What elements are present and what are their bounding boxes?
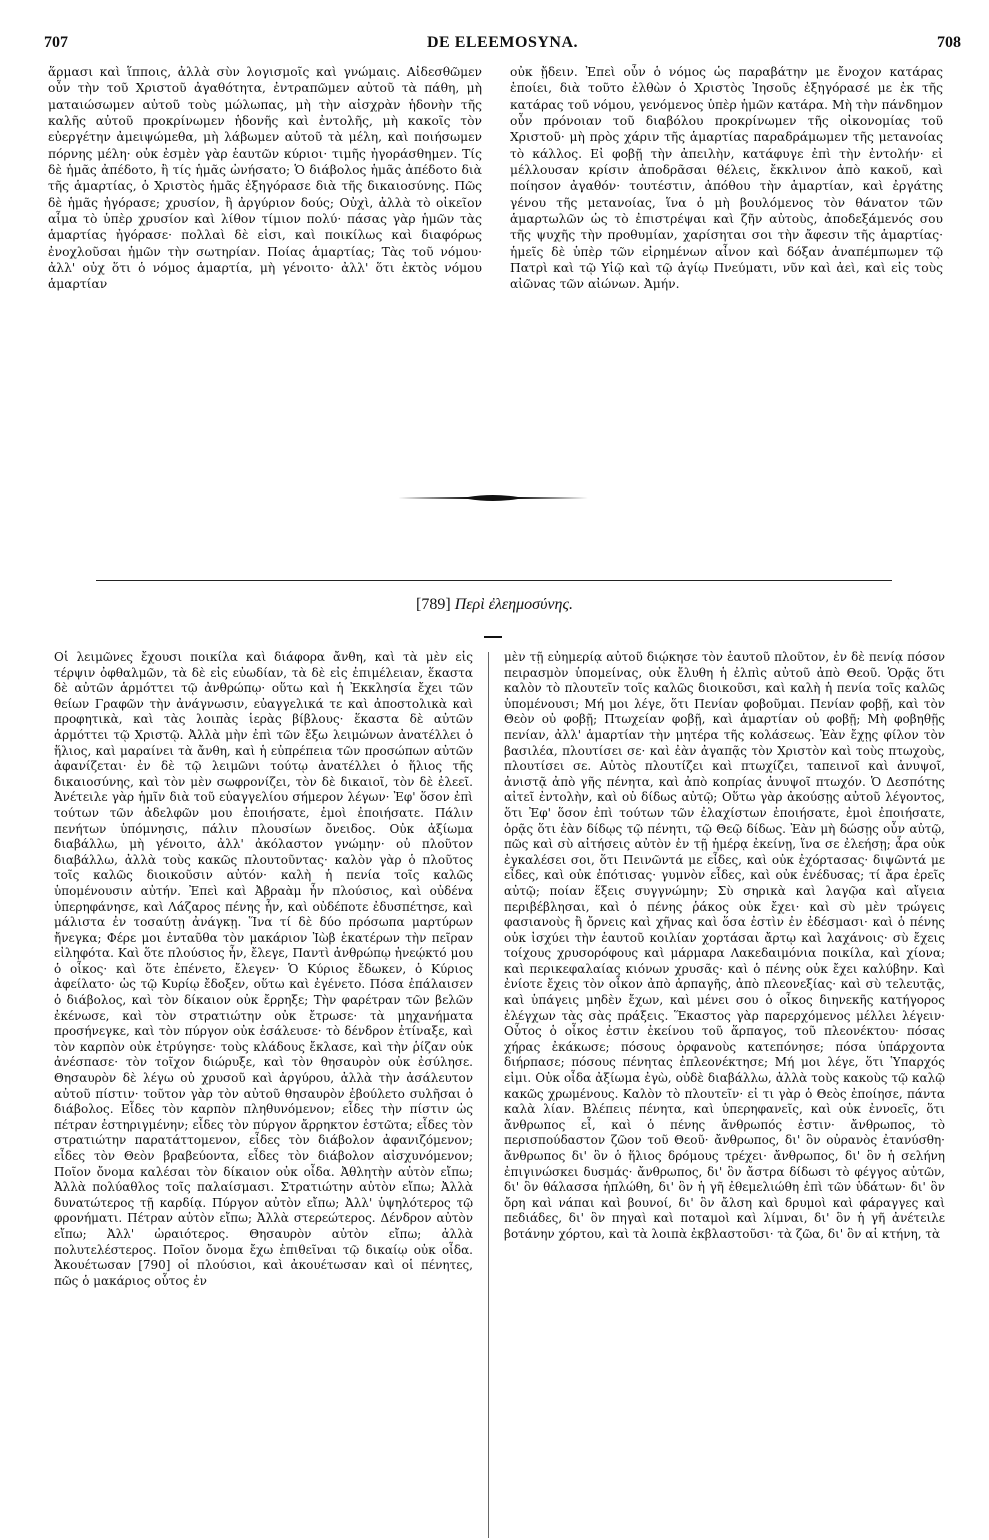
top-right-column [510, 64, 943, 364]
bottom-left-column [54, 650, 473, 1538]
top-left-paragraph: ἅρμασι καὶ ἵπποις, ἀλλὰ σὺν λογισμοῖς καὶ γνώμαις. Αἰδεσθῶμεν οὖν τὴν τοῦ Χριστοῦ ἀγαθότητα, ἐντραπῶμεν αὐτοῦ τὰ πάθη, μὴ ματαιώσωμεν αὐτοῦ τοὺς μώλωπας, μὴ τὴν αἰσχρὰν ἡδονὴν τῆς καλῆς αὐτοῦ προκρίνωμεν ἡδονῆς καὶ ἐντολῆς, μὴ κακοῖς τὸν εὐεργέτην ἀμειψώμεθα, μὴ λάβωμεν αὐτοῦ τὰ μέλη, καὶ ποιήσωμεν πόρνης μέλη· οὐκ ἐσμὲν γὰρ ἑαυτῶν κύριοι· τιμῆς ἠγοράσθημεν. Τίς δὲ ἡμᾶς ἀπέδοτο, ἢ τίς ἡμᾶς ὠνήσατο; Ὁ διάβολος ἡμᾶς ἀπέδοτο διὰ τῆς ἁμαρτίας, ὁ Χριστὸς ἡμᾶς ἐξηγόρασε διὰ τῆς δικαιοσύνης. Πῶς δὲ ἡμᾶς ἠγόρασε; χρυσίον, ἢ ἀργύριον δούς; Οὐχὶ, ἀλλὰ τὸ οἰκεῖον αἷμα τὸ ὑπὲρ χρυσίον καὶ λίθον τίμιον πολύ· πάσας γὰρ ἡμῶν τὰς ἁμαρτίας ἠγόρασε· πολλαὶ δὲ εἰσι, καὶ ποικίλως καὶ διαφόρως ἐνοχλοῦσαι ἡμῶν τὴν σωτηρίαν. Ποίας ἁμαρτίας; Τὰς τοῦ νόμου· ἀλλ' οὐχ ὅτι ὁ νόμος ἁμαρτία, μὴ γένοιτο· ἀλλ' ὅτι ἐκτὸς νόμου ἁμαρτίαν [48, 65, 482, 292]
bottom-right-paragraph: μὲν τῇ εὐημερίᾳ αὐτοῦ διῴκησε τὸν ἑαυτοῦ πλοῦτον, ἐν δὲ πενίᾳ πόσον πειρασμὸν ὑπομείνας, οὐκ ἔλυθη ἡ ἐλπὶς αὐτοῦ ἀπὸ Θεοῦ. Ὁρᾷς ὅτι καλὸν τὸ πλουτεῖν τοῖς καλῶς διοικοῦσι, καὶ καλὴ ἡ πενία τοῖς καλῶς ὑπομένουσι; Μή μοι λέγε, ὅτι Πενίαν φοβοῦμαι. Πενίαν φοβῇ, καὶ τὸν Θεὸν οὐ φοβῇ; Πτωχείαν φοβῇ, καὶ ἁμαρτίαν οὐ φοβῇ; Μὴ φοβηθῇς πενίαν, ἀλλ' ἁμαρτίαν τὴν μητέρα τῆς κολάσεως. Ἐὰν ἔχῃς φίλον τὸν βασιλέα, πλουτίσει σε· καὶ ἐὰν ἀγαπᾷς τὸν Χριστὸν καὶ τοὺς πτωχοὺς, πλουτίσει σε. Αὐτὸς πλουτίζει καὶ πτωχίζει, ταπεινοῖ καὶ ἀνυψοῖ, ἀνιστᾷ ἀπὸ γῆς πένητα, καὶ ἀπὸ κοπρίας ἀνυψοῖ πτωχόν. Ὁ Δεσπότης αἰτεῖ ἐντολὴν, καὶ οὐ δίδως αὐτῷ; Οὕτω γὰρ ἀκούσῃς αὐτοῦ λέγοντος, ὅτι Ἐφ' ὅσον ἐπὶ τούτων τῶν ἐλαχίστων ἐποιήσατε, ἐμοὶ ἐποιήσατε, ὁρᾷς ὅτι ἐὰν δίδῳς τῷ πένητι, τῷ Θεῷ δίδως. Ἐὰν μὴ δώσῃς οὖν αὐτῷ, πῶς καὶ σὺ αἰτήσεις αὐτὸν ἐν τῇ ἡμέρᾳ ἐκείνῃ, ἵνα σε ἐλεήσῃ; ἆρα οὐκ ἐγκαλέσει σοι, ὅτι Πεινῶντά με εἶδες, καὶ οὐκ ἐχόρτασας· διψῶντά με εἶδες, καὶ οὐκ ἐπότισας· γυμνὸν εἶδες, καὶ οὐκ ἐνέδυσας; τί ἄρα ἐρεῖς αὐτῷ; ποίαν ἕξεις συγγνώμην; Σὺ σηρικὰ καὶ λαγῷα καὶ αἴγεια περιβέβλησαι, καὶ ὁ πένης ῥάκος οὐκ ἔχει· καὶ σὺ μὲν τρώγεις φασιανοὺς ἢ ὄρνεις καὶ χῆνας καὶ ὅσα ἐστὶν ἐν ἐδέσμασι· καὶ ὁ πένης οὐκ ἰσχύει τὴν ἑαυτοῦ κοιλίαν χορτάσαι ἄρτῳ καὶ λαχάνοις· σὺ ἔχεις τοίχους χρυσορόφους καὶ μάρμαρα Λακεδαιμόνια ποικίλα, καὶ χίονα; καὶ περικεφαλαίας κιόνων χρυσᾶς· καὶ ὁ πένης οὐκ ἔχει καλύβην. Καὶ ἐνίοτε ἔχεις τὸν οἶκον ἀπὸ ἁρπαγῆς, ἀπὸ πλεονεξίας· καὶ σὺ τελευτᾷς, καὶ ὑπάγεις μηδὲν ἔχων, καὶ μένει σου ὁ οἶκος διηνεκῆς κατήγορος ἐλέγχων τὰς σὰς πράξεις. Ἕκαστος γὰρ παρερχόμενος μέλλει λέγειν· Οὗτος ὁ οἶκος ἐστιν ἐκείνου τοῦ ἅρπαγος, τοῦ πλεονέκτου· πόσας χήρας ἐκάκωσε; πόσους ὀρφανοὺς κατεπόνησε; πόσα ὑπάρχοντα διήρπασε; πόσους πένητας ἐπλεονέκτησε; Μή μοι λέγε, ὅτι Ὑπαρχός εἰμι. Οὐκ οἶδα ἀξίωμα ἐγὼ, οὐδὲ διαβάλλω, ἀλλὰ τοὺς κακοὺς τῷ καλῷ κακῶς χρωμένους. Καλὸν τὸ πλουτεῖν· εἰ τι γὰρ ὁ Θεὸς ἐποίησε, πάντα καλὰ λίαν. Βλέπεις πένητα, καὶ ὑπερηφανεῖς, καὶ οὐκ ἐννοεῖς, ὅτι ἄνθρωπος εἶ, καὶ ὁ πένης ἄνθρωπός ἐστιν· ἄνθρωπος, τὸ περισπούδαστον ζῶον τοῦ Θεοῦ· ἄνθρωπος, δι' ὃν οὐρανὸς ἐτανύσθη· ἄνθρωπος δι' ὃν ὁ ἥλιος δρόμους τρέχει· ἄνθρωπος, δι' ὃν ἡ σελήνη ἐπιγινώσκει δυσμάς· ἄνθρωπος, δι' ὃν ἄστρα δίδωσι τὸ φέγγος αὐτῶν, δι' ὃν θάλασσα ἡπλώθη, δι' ὃν ἡ γῆ ἐθεμελιώθη ἐπὶ τῶν ὑδάτων· δι' ὃν ὄρη καὶ νάπαι καὶ βουνοί, δι' ὃν ἄλση καὶ δρυμοὶ καὶ φάραγγες καὶ πεδιάδες, δι' ὃν πηγαὶ καὶ ποταμοὶ καὶ λίμναι, δι' ὃν ἡ γῆ ἀνέτειλε βοτάνην χόρτου, καὶ τὰ λοιπὰ ἐκβλαστοῦσι· τὰ ζῶα, δι' ὃν αἱ κτήνη, τὰ [504, 650, 945, 1241]
page-header [44, 34, 961, 56]
section-rule [96, 580, 892, 581]
bottom-left-paragraph: Οἱ λειμῶνες ἔχουσι ποικίλα καὶ διάφορα ἄνθη, καὶ τὰ μὲν εἰς τέρψιν ὀφθαλμῶν, τὰ δὲ εἰς εὐωδίαν, τὰ δὲ εἰς ἐπιμέλειαν, ἕκαστα δὲ αὐτῶν ἁρμόττει τῷ ἀνθρώπῳ· οὕτω καὶ ἡ Ἐκκλησία ἔχει τῶν θείων Γραφῶν τὴν ἀνάγνωσιν, εὐαγγελικά τε καὶ ἀποστολικὰ καὶ προφητικὰ, καὶ τὰς λοιπὰς ἱερὰς βίβλους· ἕκαστα δὲ αὐτῶν ἁρμόττει τῷ Χριστῷ. Ἀλλὰ μὴν ἐπὶ τῶν ἔξω λειμώνων ἀνατέλλει ὁ ἥλιος, καὶ μαραίνει τὰ ἄνθη, καὶ ἡ εὐπρέπεια τῶν προσώπων αὐτῶν ἀφανίζεται· ἐν δὲ τῷ λειμῶνι τούτῳ ἀνατέλλει ὁ ἥλιος τῆς δικαιοσύνης, καὶ τὸν μὲν σωφρονίζει, τὸν δὲ δικαιοῖ, τὸν δὲ ἐλεεῖ. Ἀνέτειλε γὰρ ἡμῖν διὰ τοῦ εὐαγγελίου σήμερον λέγων· Ἐφ' ὅσον ἐπὶ τούτων τῶν ἀδελφῶν μου ἐποιήσατε, ἐμοὶ ἐποιήσατε. Πάλιν πενήτων ὑπόμνησις, πάλιν πλουσίων ὄνειδος. Οὐκ ἀξίωμα διαβάλλω, μὴ γένοιτο, ἀλλ' ἀκόλαστον γνώμην· οὐ πλοῦτον διαβάλλω, ἀλλὰ τοὺς κακῶς πλουτοῦντας· καλὸν γὰρ ὁ πλοῦτος τοῖς καλῶς διοικοῦσιν αὐτόν· καλὴ ἡ πενία τοῖς καλῶς ὑπομένουσιν αὐτήν. Ἐπεὶ καὶ Ἀβραὰμ ἦν πλούσιος, καὶ οὐδένα ὑπερηφάνησε, καὶ Λάζαρος πένης ἦν, καὶ οὐδέποτε ἐδυσπέτησε, καὶ μάλιστα ἐν τοσαύτῃ ἀνάγκῃ. Ἵνα τί δὲ δύο πρόσωπα μαρτύρων ἤνεγκα; Φέρε μοι ἐνταῦθα τὸν μακάριον Ἰὼβ ἑκατέρων τὴν πεῖραν εἰληφότα. Καὶ ὅτε πλούσιος ἦν, ἔλεγε, Παντὶ ἀνθρώπῳ ἠνεῴκτό μου ὁ οἶκος· καὶ ὅτε ἐπένετο, ἔλεγεν· Ὁ Κύριος ἔδωκεν, ὁ Κύριος ἀφείλατο· ὡς τῷ Κυρίῳ ἔδοξεν, οὕτω καὶ ἐγένετο. Πόσα ἐπάλαισεν ὁ διάβολος, καὶ τὸν δίκαιον οὐκ ἔρρηξε; Τὴν φαρέτραν τῶν βελῶν ἐκένωσε, καὶ τὸν στρατιώτην οὐκ ἔτρωσε· τὰ μηχανήματα προσήνεγκε, καὶ τὸν πύργον οὐκ ἐσάλευσε· τὸ δένδρον ἐτίναξε, καὶ τὸν καρπὸν οὐκ ἐτρύγησε· τοὺς κλάδους ἔκλασε, καὶ τὴν ῥίζαν οὐκ ἀνέσπασε· τὸν τοῖχον διώρυξε, καὶ τὸν θησαυρὸν οὐκ ἐσύλησε. Θησαυρὸν δὲ λέγω οὐ χρυσοῦ καὶ ἀργύρου, ἀλλὰ τὴν ἀσάλευτον αὐτοῦ πίστιν· τοῦτον γὰρ τὸν αὐτοῦ θησαυρὸν ἐβούλετο συλῆσαι ὁ διάβολος. Εἶδες τὸν καρπὸν πληθυνόμενον; εἶδες τὴν πίστιν ὡς πέτραν ἐστηριγμένην; εἶδες τὸν πύργον ἄρρηκτον ἑστῶτα; εἶδες τὸν στρατιώτην παρατάττομενον, εἶδες τὸν διάβολον ἀφανιζόμενον; εἶδες τὸν Θεὸν βραβεύοντα, εἶδες τὸν διάβολον αἰσχυνόμενον; Ποῖον ὄνομα καλέσαι τὸν δίκαιον οὐκ οἶδα. Ἀθλητὴν αὐτὸν εἴπω; Ἀλλὰ πολύαθλος τοῖς παλαίσμασι. Στρατιώτην αὐτὸν εἴπω; Ἀλλὰ δυνατώτερος τῇ καρδίᾳ. Πύργον αὐτὸν εἴπω; Ἀλλ' ὑψηλότερος τῷ φρονήματι. Πέτραν αὐτὸν εἴπω; Ἀλλὰ στερεώτερος. Δένδρον αὐτὸν εἴπω; Ἀλλ' ὡραιότερος. Θησαυρὸν αὐτὸν εἴπω; ἀλλὰ πολυτελέστερος. Ποῖον ὄνομα ἔχω ἐπιθεῖναι τῷ δικαίῳ οὐκ οἶδα. Ἀκουέτωσαν [790] οἱ πλούσιοι, καὶ ἀκουέτωσαν καὶ οἱ πένητες, πῶς ὁ μακάριος οὗτος ἐν [54, 650, 473, 1288]
section-title: Περὶ ἐλεημοσύνης. [454, 596, 573, 613]
right-page-number: 708 [937, 34, 961, 51]
ornamental-divider [398, 492, 588, 504]
section-heading [0, 596, 989, 614]
heading-dash [484, 636, 502, 638]
section-number: [789] [416, 596, 451, 613]
running-title: DE ELEEMOSYNA. [426, 34, 579, 51]
top-left-column [48, 64, 482, 364]
top-right-paragraph: οὐκ ᾔδειν. Ἐπεὶ οὖν ὁ νόμος ὡς παραβάτην με ἔνοχον κατάρας ἐποίει, διὰ τοῦτο ἐλθὼν ὁ Χριστὸς Ἰησοῦς ἐξηγόρασέ με ἐκ τῆς κατάρας τοῦ νόμου, γενόμενος ὑπὲρ ἡμῶν κατάρα. Μὴ τὴν πάνδημον οὖν πρόνοιαν τοῦ διαβόλου προκρίνωμεν τῆς οἰκονομίας τοῦ Χριστοῦ· μὴ πρὸς χάριν τῆς ἁμαρτίας παραδράμωμεν τῆς μετανοίας τὸ κάλλος. Εἰ φοβῇ τὴν ἀπειλὴν, κατάφυγε ἐπὶ τὴν ἐντολήν· εἰ μέλλουσαν κρίσιν ἀποδρᾶσαι θέλεις, ἔκκλινον ἀπὸ κακοῦ, καὶ ποίησον ἀγαθόν· τουτέστιν, ἀπόθου τὴν ἁμαρτίαν, καὶ ἐργάτης γένου τῆς μετανοίας, ἵνα ὁ μὴ βουλόμενος τὸν θάνατον τῶν ἁμαρτωλῶν ὡς τὸ ἐπιστρέψαι καὶ ζῆν αὐτοὺς, ἀποδεξάμενός σου τῆς ψυχῆς τὴν προθυμίαν, χαρίσηται σοι τὴν ἄφεσιν τῆς ἁμαρτίας· ἡμεῖς δὲ ὑπὲρ τῶν εἰρημένων αἶνον καὶ δόξαν ἀναπέμπωμεν τῷ Πατρὶ καὶ τῷ Υἱῷ καὶ τῷ ἁγίῳ Πνεύματι, νῦν καὶ ἀεὶ, καὶ εἰς τοὺς αἰῶνας τῶν αἰώνων. Ἀμήν. [510, 65, 943, 292]
column-separator [488, 652, 489, 1538]
bottom-right-column [504, 650, 945, 1538]
left-page-number: 707 [44, 34, 68, 51]
